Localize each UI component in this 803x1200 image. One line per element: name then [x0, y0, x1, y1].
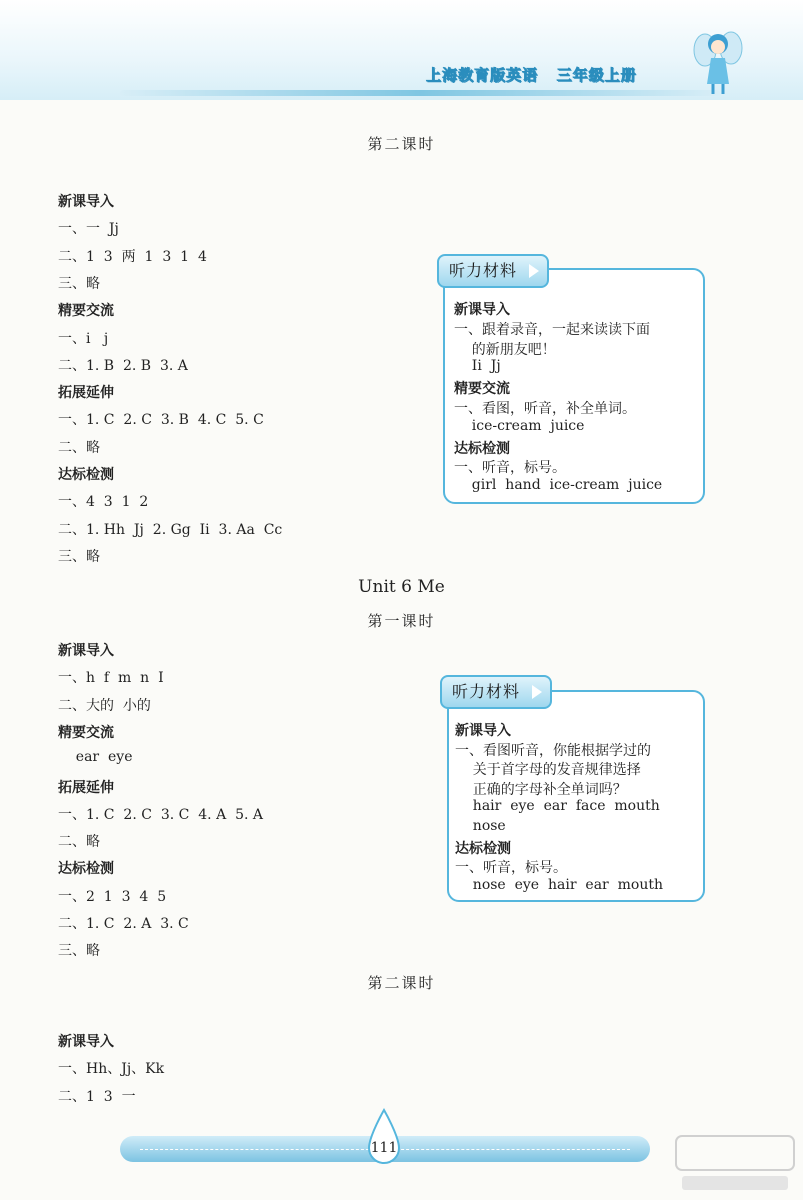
section-label: 达标检测	[58, 467, 114, 483]
section-label: 精要交流	[454, 381, 510, 398]
answer-line: ear eye	[58, 749, 133, 766]
answer-line: 一、2 1 3 4 5	[58, 888, 167, 905]
answer-line: 三、略	[58, 943, 100, 960]
answer-line: 一、1. C 2. C 3. C 4. A 5. A	[58, 806, 263, 823]
answer-line: hair eye ear face mouth	[455, 798, 660, 815]
answer-line: 一、一 Jj	[58, 221, 119, 238]
listening-tag-2	[440, 675, 552, 709]
arrow-icon	[532, 685, 542, 699]
answer-line: 二、大的 小的	[58, 697, 151, 714]
section-label: 新课导入	[58, 194, 114, 210]
answer-line: 二、1. B 2. B 3. A	[58, 357, 188, 374]
section-label: 拓展延伸	[58, 385, 114, 402]
lesson-heading: 第二课时	[367, 974, 436, 992]
arrow-icon	[529, 264, 539, 278]
unit-title: Unit 6 Me	[358, 577, 445, 597]
answer-line: nose eye hair ear mouth	[455, 876, 664, 893]
answer-line: 一、4 3 1 2	[58, 494, 149, 511]
answer-line: nose	[455, 818, 506, 834]
header-divider	[120, 90, 720, 96]
listening-tag-label: 听力材料	[449, 261, 518, 280]
answer-line: 正确的字母补全单词吗？	[455, 781, 627, 798]
answer-line: Ii Jj	[454, 358, 501, 375]
answer-line: 一、h f m n I	[58, 670, 164, 687]
answer-line: 一、i j	[58, 330, 109, 347]
answer-line: 一、看图听音，你能根据学过的	[455, 742, 651, 759]
section-label: 达标检测	[58, 861, 114, 878]
section-label: 新课导入	[454, 302, 510, 318]
answer-line: 三、略	[58, 548, 100, 565]
answer-line: 二、1. Hh Jj 2. Gg Ii 3. Aa Cc	[58, 521, 283, 538]
section-label: 新课导入	[455, 723, 511, 739]
answer-line: 一、听音，标号。	[455, 860, 567, 877]
answer-line: 二、1 3 一	[58, 1088, 136, 1105]
header-band	[0, 0, 803, 100]
answer-line: 一、听音，标号。	[454, 460, 566, 477]
answer-line: ice-cream juice	[454, 417, 585, 434]
answer-line: 一、跟着录音，一起来读读下面	[454, 321, 650, 338]
page-number: 111	[370, 1140, 398, 1156]
answer-line: 一、1. C 2. C 3. B 4. C 5. C	[58, 412, 264, 429]
section-label: 精要交流	[58, 303, 114, 320]
answer-line: 一、Hh、Jj、Kk	[58, 1061, 165, 1078]
section-label: 达标检测	[454, 440, 510, 457]
section-label: 新课导入	[58, 643, 114, 659]
answer-line: 二、1. C 2. A 3. C	[58, 916, 189, 932]
section-label: 拓展延伸	[58, 779, 114, 796]
section-label: 达标检测	[455, 840, 511, 857]
answer-line: 二、略	[58, 834, 100, 851]
lesson-heading: 第一课时	[367, 612, 436, 630]
answer-line: 关于首字母的发音规律选择	[455, 762, 641, 779]
section-label: 新课导入	[58, 1034, 114, 1050]
answer-line: girl hand ice-cream juice	[454, 477, 663, 494]
answer-line: 的新朋友吧！	[454, 341, 556, 358]
section-label: 精要交流	[58, 724, 114, 741]
listening-tag-label: 听力材料	[452, 682, 521, 701]
book-title: 上海教育版英语 三年级上册	[426, 66, 637, 84]
listening-tag-1	[437, 254, 549, 288]
watermark-logo-icon	[672, 1130, 798, 1196]
lesson-heading: 第二课时	[367, 135, 436, 153]
answer-line: 二、略	[58, 439, 100, 456]
fairy-mascot-icon	[693, 22, 743, 97]
answer-line: 二、1 3 两 1 3 1 4	[58, 248, 207, 265]
answer-line: 三、略	[58, 275, 100, 292]
answer-line: 一、看图，听音，补全单词。	[454, 401, 636, 417]
